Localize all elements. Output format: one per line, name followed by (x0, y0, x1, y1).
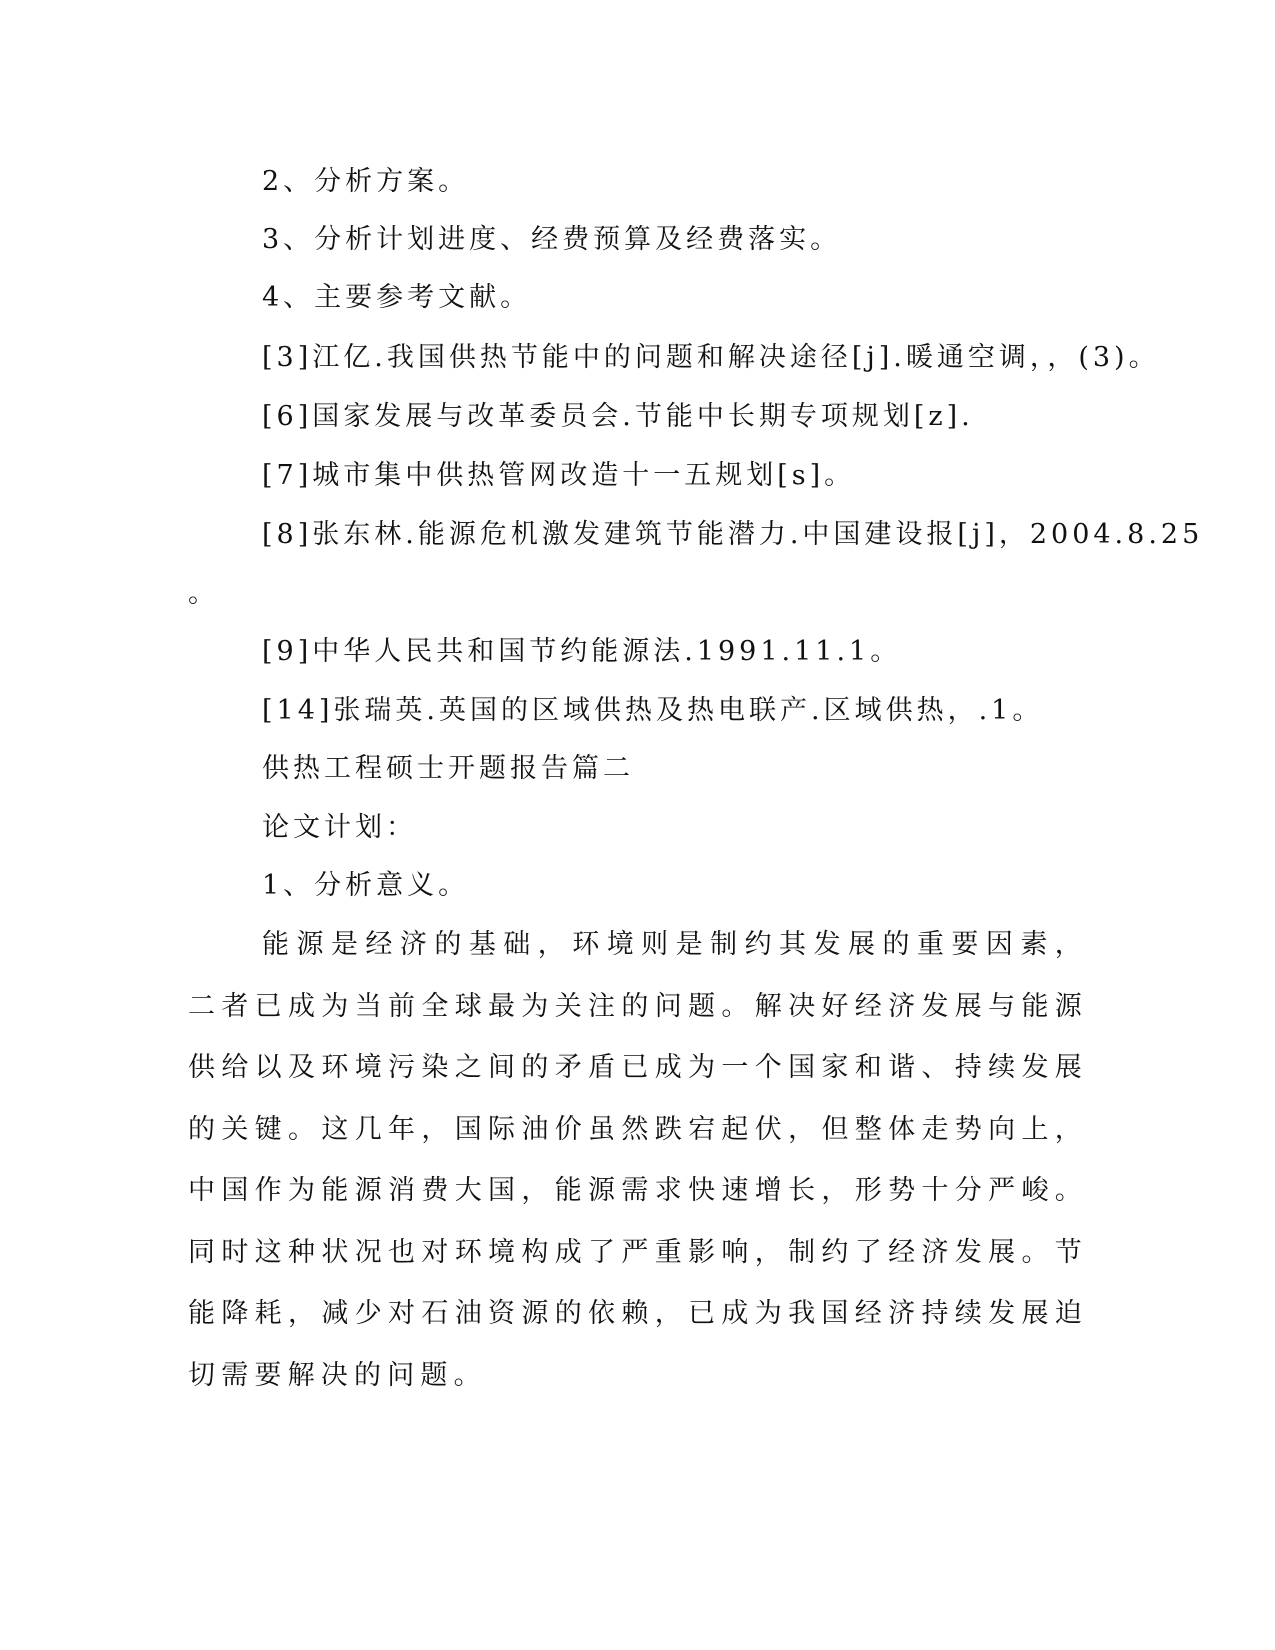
text-line: 4、主要参考文献。 (262, 282, 532, 313)
reference-item: [7]城市集中供热管网改造十一五规划[s]。 (262, 460, 856, 491)
text-line: 1、分析意义。 (262, 870, 470, 901)
text-line: 3、分析计划进度、经费预算及经费落实。 (262, 224, 842, 255)
reference-continuation: 。 (188, 578, 219, 609)
reference-item: [14]张瑞英.英国的区域供热及热电联产.区域供热，.1。 (262, 695, 1044, 726)
section-heading: 供热工程硕士开题报告篇二 (262, 753, 634, 784)
reference-item: [8]张东林.能源危机激发建筑节能潜力.中国建设报[j]，2004.8.25 (262, 519, 1204, 550)
reference-item: [3]江亿.我国供热节能中的问题和解决途径[j].暖通空调，，(3)。 (262, 342, 1160, 373)
body-paragraph: 能源是经济的基础，环境则是制约其发展的重要因素，二者已成为当前全球最为关注的问题。解决好经济发展与能源供给以及环境污染之间的矛盾已成为一个国家和谐、持续发展的关键。这几年，国际油价虽然跌宕起伏，但整体走势向上，中国作为能源消费大国，能源需求快速增长，形势十分严峻。同时这种状况也对环境构成了严重影响，制约了经济发展。节能降耗，减少对石油资源的依赖，已成为我国经济持续发展迫切需要解决的问题。 (188, 929, 1088, 1391)
reference-item: [6]国家发展与改革委员会.节能中长期专项规划[z]. (262, 401, 974, 432)
text-line: 论文计划： (262, 812, 417, 843)
reference-item: [9]中华人民共和国节约能源法.1991.11.1。 (262, 636, 902, 667)
text-line: 2、分析方案。 (262, 166, 470, 197)
